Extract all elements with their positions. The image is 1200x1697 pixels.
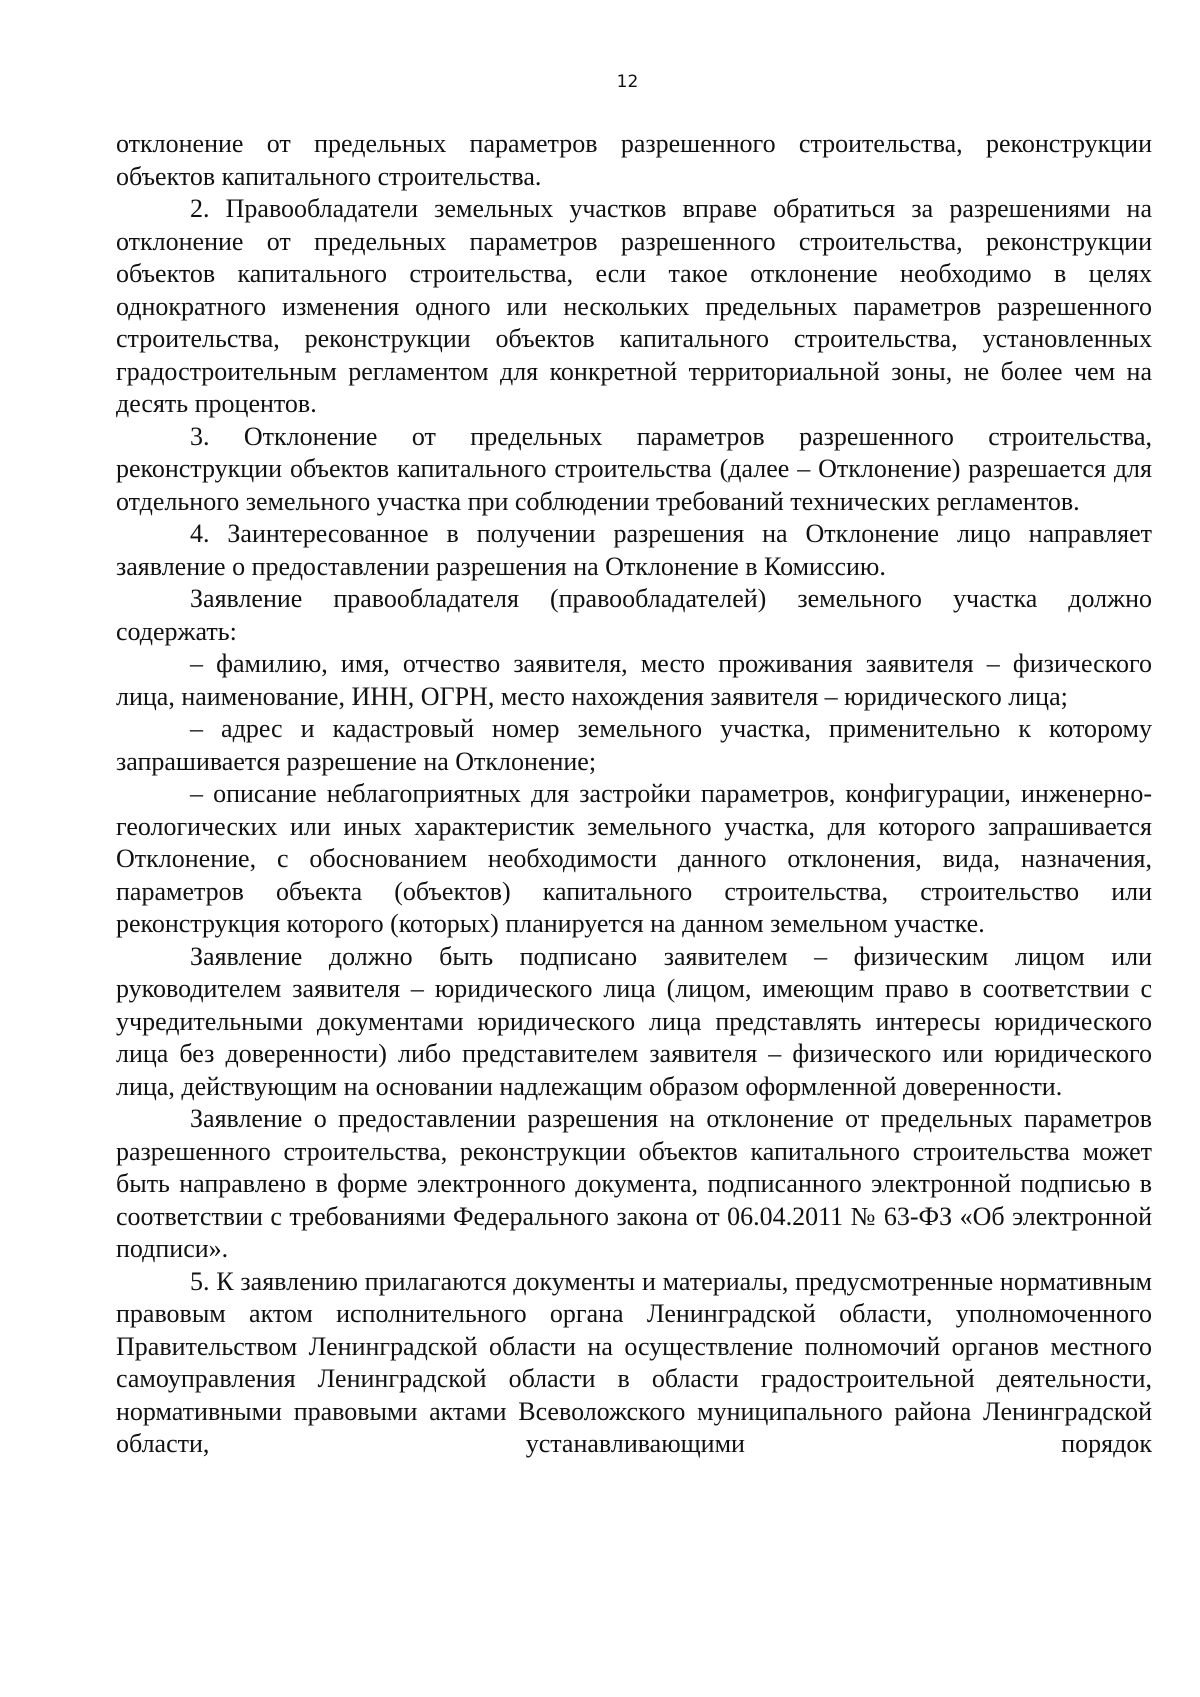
- paragraph-item-5: 5. К заявлению прилагаются документы и материалы, предусмотренные нормативным правовым актом исполнительного органа Ленинградской области, уполномоченного Правительством Ленинградской области на осуществление полномочий органов местного самоуправления Ленинградской области в области градостроительной деятельности, нормативными правовыми актами Всеволожского муниципального района Ленинградской области, устанавливающими порядок: [116, 1266, 1152, 1458]
- paragraph-continuation: отклонение от предельных параметров разрешенного строительства, реконструкции объектов капитального строительства.: [116, 129, 1152, 191]
- paragraph-item-3: 3. Отклонение от предельных параметров разрешенного строительства, реконструкции объектов капитального строительства (далее – Отклонение) разрешается для отдельного земельного участка при соблюдении требований технических регламентов.: [116, 421, 1152, 516]
- paragraph-signature-requirement: Заявление должно быть подписано заявителем – физическим лицом или руководителем заявителя – юридического лица (лицом, имеющим право в соответствии с учредительными документами юридического лица представлять интересы юридического лица без доверенности) либо представителем заявителя – физического или юридического лица, действующим на основании надлежащим образом оформленной доверенности.: [116, 941, 1152, 1101]
- paragraph-item-2: 2. Правообладатели земельных участков вправе обратиться за разрешениями на отклонение от предельных параметров разрешенного строительства, реконструкции объектов капитального строительства, если такое отклонение необходимо в целях однократного изменения одного или нескольких предельных параметров разрешенного строительства, реконструкции объектов капитального строительства, установленных градостроительным регламентом для конкретной территориальной зоны, не более чем на десять процентов.: [116, 194, 1152, 418]
- paragraph-item-4: 4. Заинтересованное в получении разрешения на Отклонение лицо направляет заявление о предоставлении разрешения на Отклонение в Комиссию.: [116, 519, 1152, 581]
- list-item-land-address: – адрес и кадастровый номер земельного участка, применительно к которому запрашивается разрешение на Отклонение;: [116, 714, 1152, 776]
- paragraph-application-contents: Заявление правообладателя (правообладателей) земельного участка должно содержать:: [116, 584, 1152, 646]
- paragraph-electronic-submission: Заявление о предоставлении разрешения на отклонение от предельных параметров разрешенного строительства, реконструкции объектов капитального строительства может быть направлено в форме электронного документа, подписанного электронной подписью в соответствии с требованиями Федерального закона от 06.04.2011 № 63-ФЗ «Об электронной подписи».: [116, 1104, 1152, 1263]
- page-number: 12: [616, 72, 639, 92]
- list-item-applicant-details: – фамилию, имя, отчество заявителя, место проживания заявителя – физического лица, наименование, ИНН, ОГРН, место нахождения заявителя – юридического лица;: [116, 649, 1152, 711]
- document-body: [116, 128, 1152, 1461]
- list-item-unfavorable-parameters: – описание неблагоприятных для застройки параметров, конфигурации, инженерно-геологических или иных характеристик земельного участка, для которого запрашивается Отклонение, с обоснованием необходимости данного отклонения, вида, назначения, параметров объекта (объектов) капитального строительства, строительство или реконструкция которого (которых) планируется на данном земельном участке.: [116, 779, 1152, 938]
